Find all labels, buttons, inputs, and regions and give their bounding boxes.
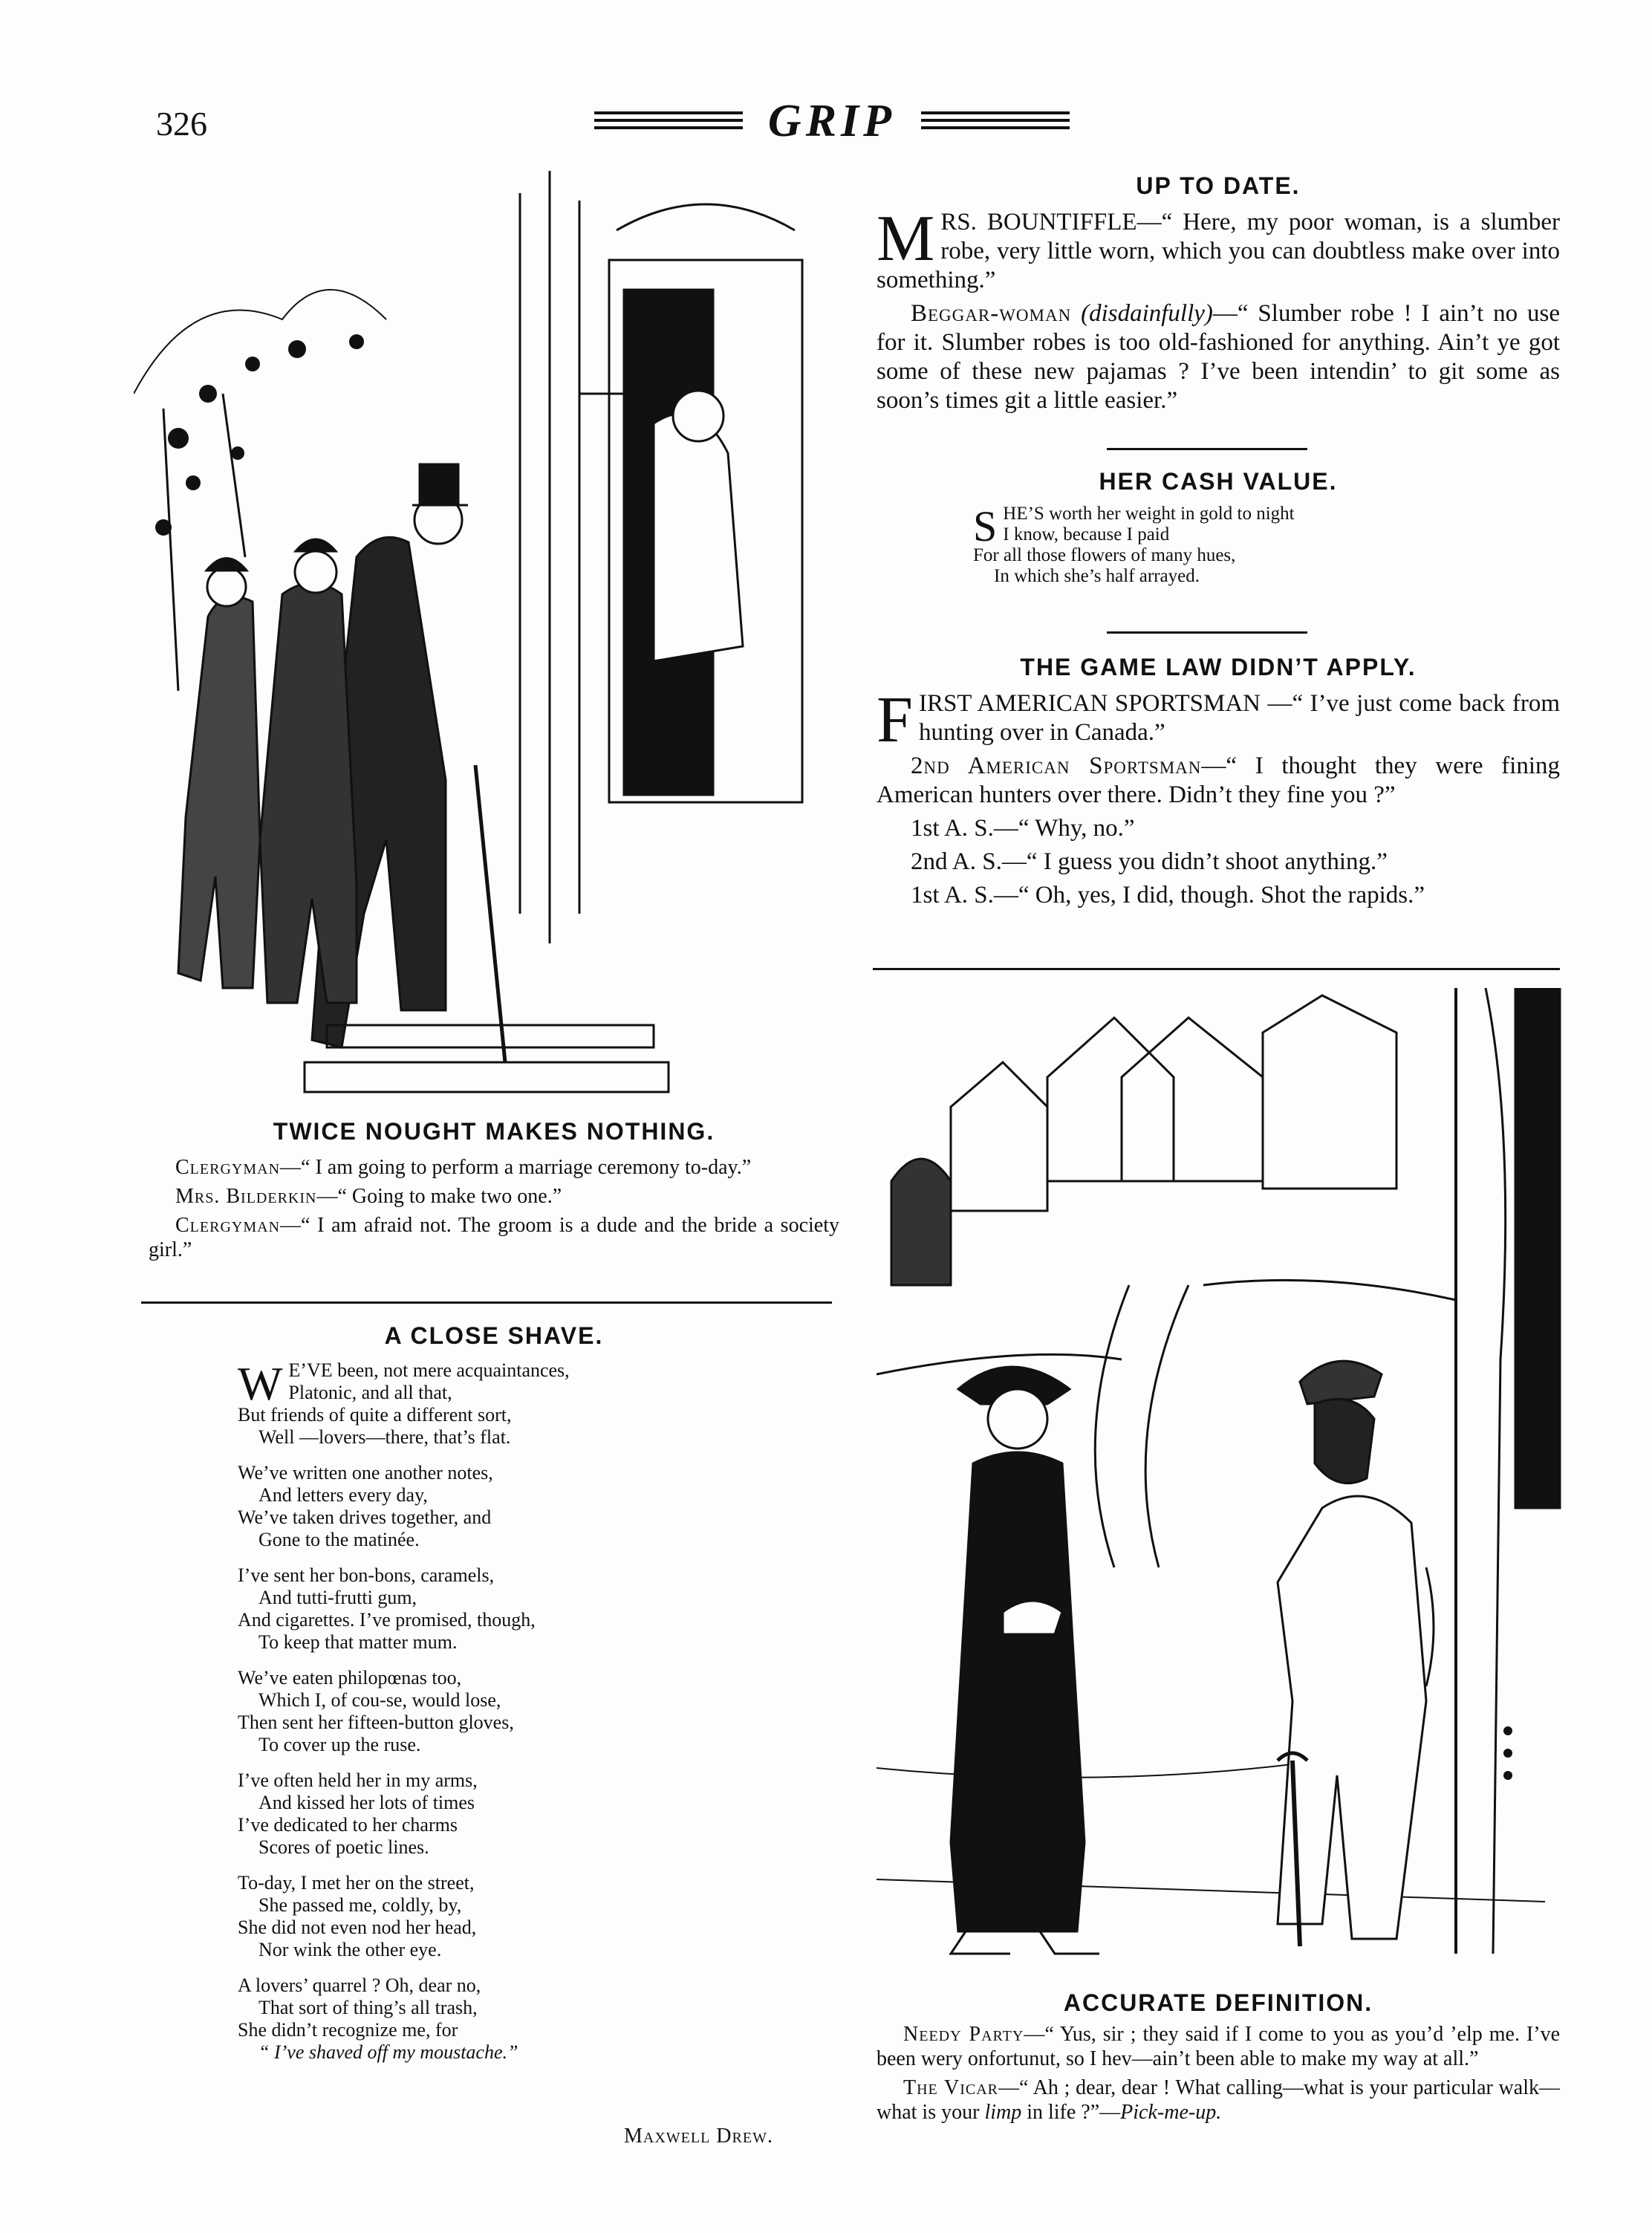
stanza-1 xyxy=(238,1359,758,1449)
speaker-clergyman: Clergyman xyxy=(175,1156,281,1179)
poem-line: She did not even nod her head, xyxy=(238,1917,477,1938)
poem-line: E’VE been, not mere acquaintances, xyxy=(288,1359,570,1381)
page-number: 326 xyxy=(156,105,207,143)
poem-line: She passed me, coldly, by, xyxy=(258,1894,462,1916)
line-text: —“ I am afraid not. The groom is a dude and the bride a society girl.” xyxy=(149,1214,839,1261)
emphasis: limp xyxy=(984,2101,1022,2124)
poem-line: And kissed her lots of times xyxy=(258,1792,475,1813)
game-law-title: THE GAME LAW DIDN’T APPLY. xyxy=(1020,654,1417,680)
close-shave-poem xyxy=(238,1359,758,2077)
stanza-5 xyxy=(238,1769,758,1859)
up-to-date-body xyxy=(877,203,1560,420)
dialogue-line: 1st A. S.—“ Why, no.” xyxy=(911,815,1135,842)
close-shave-title: A CLOSE SHAVE. xyxy=(384,1322,604,1349)
divider xyxy=(1107,448,1307,450)
speaker-needy-party: Needy Party xyxy=(903,2023,1024,2046)
paragraph-text: —“ Yus, sir ; they said if I come to you as you’d ’elp me. I’ve been wery onfortunut, so I hev—ain’t been able to make my way at all.” xyxy=(877,2023,1561,2070)
poem-line: To-day, I met her on the street, xyxy=(238,1872,475,1894)
dialogue-line: 1st A. S.—“ Oh, yes, I did, though. Shot the rapids.” xyxy=(911,882,1425,909)
accurate-title: ACCURATE DEFINITION. xyxy=(1063,1989,1373,2016)
paragraph-text: in life ?”— xyxy=(1021,2101,1121,2124)
poem-line: We’ve eaten philopœnas too, xyxy=(238,1667,462,1688)
paragraph-text: IRST AMERICAN SPORTSMAN —“ I’ve just come back from hunting over in Canada.” xyxy=(918,690,1560,746)
stanza-7 xyxy=(238,1974,758,2064)
masthead xyxy=(594,95,1070,147)
dropcap: M xyxy=(877,203,935,275)
accurate-body xyxy=(877,2022,1560,2129)
dialogue-line: 2nd A. S.—“ I guess you didn’t shoot anything.” xyxy=(911,848,1388,875)
poem-line: We’ve taken drives together, and xyxy=(238,1506,492,1528)
divider xyxy=(873,968,1560,970)
poem-line: That sort of thing’s all trash, xyxy=(258,1997,478,2018)
paragraph-text: —“ Slumber robe ! I ain’t no use for it. Slumber robes is too old-fashioned for anything. Ain’t ye got some of these new pajamas ? I’ve been intendin’ to git some as soon’s times git a little easier.” xyxy=(877,300,1560,414)
poem-line: And letters every day, xyxy=(258,1484,428,1506)
source-credit: Pick-me-up. xyxy=(1120,2101,1222,2124)
stanza-3 xyxy=(238,1564,758,1654)
paragraph-text: —“ I thought they were fining American hunters over there. Didn’t they fine you ?” xyxy=(877,753,1560,808)
poem-line: HE’S worth her weight in gold to night xyxy=(1003,504,1295,524)
dropcap: F xyxy=(877,684,913,756)
poem-line: To cover up the ruse. xyxy=(258,1734,421,1755)
cash-value-poem xyxy=(973,504,1389,587)
line-text: —“ I am going to perform a marriage ceremony to-day.” xyxy=(280,1156,752,1179)
poem-line: Well —lovers—there, that’s flat. xyxy=(258,1426,511,1448)
poem-line: She didn’t recognize me, for xyxy=(238,2019,458,2041)
speaker-2nd-american: 2nd American Sportsman xyxy=(911,753,1202,779)
poem-line: I’ve often held her in my arms, xyxy=(238,1769,478,1791)
poem-line: For all those flowers of many hues, xyxy=(973,545,1236,565)
poem-line: Then sent her fifteen-button gloves, xyxy=(238,1712,514,1733)
poem-line: But friends of quite a different sort, xyxy=(238,1404,512,1426)
poem-line: I’ve dedicated to her charms xyxy=(238,1814,458,1836)
poem-line: Nor wink the other eye. xyxy=(258,1939,442,1960)
poem-line: And cigarettes. I’ve promised, though, xyxy=(238,1609,536,1631)
poem-line: Scores of poetic lines. xyxy=(258,1836,429,1858)
poem-line: In which she’s half arrayed. xyxy=(994,566,1200,586)
masthead-title: GRIP xyxy=(767,96,897,146)
speaker-beggar-woman: Beggar-woman xyxy=(911,300,1072,327)
author-signature: Maxwell Drew. xyxy=(624,2125,773,2148)
poem-line: Gone to the matinée. xyxy=(258,1529,420,1550)
poem-line: A lovers’ quarrel ? Oh, dear no, xyxy=(238,1974,481,1996)
speaker-mrs-bilderkin: Mrs. Bilderkin xyxy=(175,1185,317,1208)
poem-line: To keep that matter mum. xyxy=(258,1631,458,1653)
speaker-clergyman: Clergyman xyxy=(175,1214,281,1237)
poem-line: And tutti-frutti gum, xyxy=(258,1587,417,1608)
line-text: —“ Going to make two one.” xyxy=(316,1185,562,1208)
dropcap: W xyxy=(238,1357,283,1410)
divider xyxy=(1107,631,1307,634)
stanza-6 xyxy=(238,1872,758,1961)
poem-line: Which I, of cou-se, would lose, xyxy=(258,1689,501,1711)
poem-line: I’ve sent her bon-bons, caramels, xyxy=(238,1564,495,1586)
paragraph-text: —“ Ah ; dear, dear ! What calling—what is your particular walk—what is your xyxy=(877,2076,1560,2124)
stanza-4 xyxy=(238,1667,758,1756)
speaker-vicar: The Vicar xyxy=(903,2076,998,2099)
poem-line: Platonic, and all that, xyxy=(288,1382,452,1403)
stage-direction: (disdainfully) xyxy=(1081,300,1213,327)
cash-value-title: HER CASH VALUE. xyxy=(1099,468,1338,495)
game-law-body xyxy=(877,684,1560,914)
doorway-illustration xyxy=(134,171,847,1114)
poem-line: “ I’ve shaved off my moustache.” xyxy=(258,2041,518,2063)
vicar-illustration xyxy=(877,988,1567,1976)
poem-line: We’ve written one another notes, xyxy=(238,1462,493,1483)
twice-nought-title: TWICE NOUGHT MAKES NOTHING. xyxy=(273,1118,715,1145)
divider xyxy=(141,1301,832,1304)
paragraph-text: RS. BOUNTIFFLE—“ Here, my poor woman, is a slumber robe, very little worn, which you can doubtless make over into something.” xyxy=(877,209,1560,293)
poem-line: I know, because I paid xyxy=(1003,524,1170,545)
twice-nought-body xyxy=(149,1155,839,1267)
stanza-2 xyxy=(238,1462,758,1551)
dropcap: S xyxy=(973,502,998,550)
up-to-date-title: UP TO DATE. xyxy=(1136,172,1301,199)
